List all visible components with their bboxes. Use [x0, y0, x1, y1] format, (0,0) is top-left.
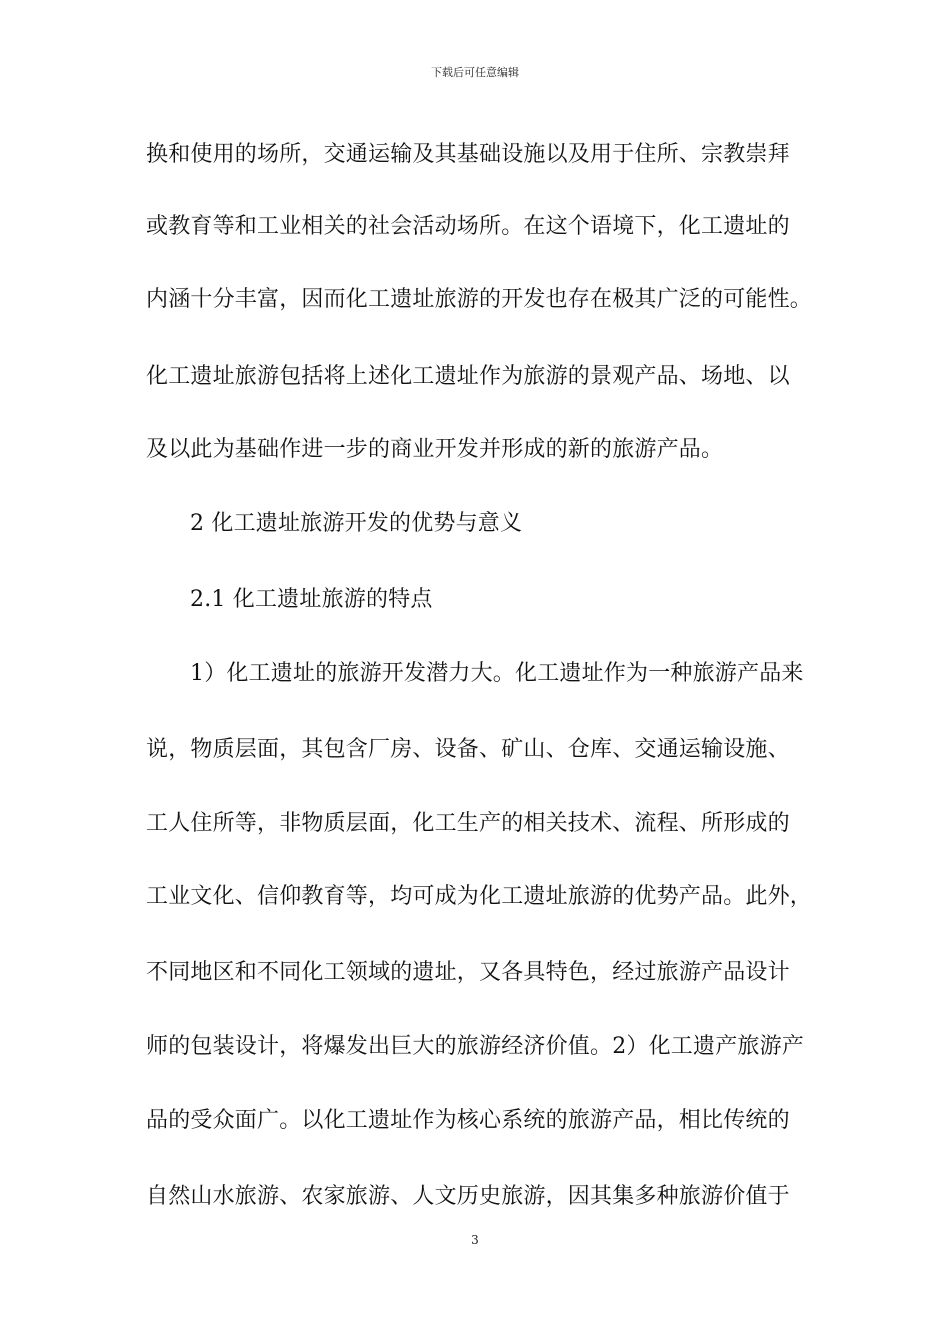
- subsection-heading: 2.1 化工遗址旅游的特点: [190, 587, 433, 612]
- body-text-line: 工业文化、信仰教育等，均可成为化工遗址旅游的优势产品。此外，: [146, 884, 813, 909]
- body-text-line: 不同地区和不同化工领域的遗址，又各具特色，经过旅游产品设计: [146, 960, 790, 985]
- section-heading: 2 化工遗址旅游开发的优势与意义: [190, 511, 523, 536]
- page-header: 下载后可任意编辑: [431, 66, 519, 79]
- body-text-line: 工人住所等，非物质层面，化工生产的相关技术、流程、所形成的: [146, 811, 790, 836]
- body-text-line: 化工遗址旅游包括将上述化工遗址作为旅游的景观产品、场地、以: [146, 364, 790, 389]
- body-text-line: 或教育等和工业相关的社会活动场所。在这个语境下，化工遗址的: [146, 214, 790, 239]
- body-text-line: 说，物质层面，其包含厂房、设备、矿山、仓库、交通运输设施、: [146, 737, 790, 762]
- body-text-line: 自然山水旅游、农家旅游、人文历史旅游，因其集多种旅游价值于: [146, 1184, 790, 1209]
- body-text-line: 及以此为基础作进一步的商业开发并形成的新的旅游产品。: [146, 437, 724, 462]
- body-text-line: 换和使用的场所，交通运输及其基础设施以及用于住所、宗教崇拜: [146, 142, 790, 167]
- body-text-line: 品的受众面广。以化工遗址作为核心系统的旅游产品，相比传统的: [146, 1108, 790, 1133]
- body-text-line: 内涵十分丰富，因而化工遗址旅游的开发也存在极其广泛的可能性。: [146, 287, 813, 312]
- page-number: 3: [471, 1233, 479, 1247]
- body-text-line: 师的包装设计，将爆发出巨大的旅游经济价值。2）化工遗产旅游产: [146, 1034, 804, 1059]
- body-text-line: 1）化工遗址的旅游开发潜力大。化工遗址作为一种旅游产品来: [190, 661, 804, 686]
